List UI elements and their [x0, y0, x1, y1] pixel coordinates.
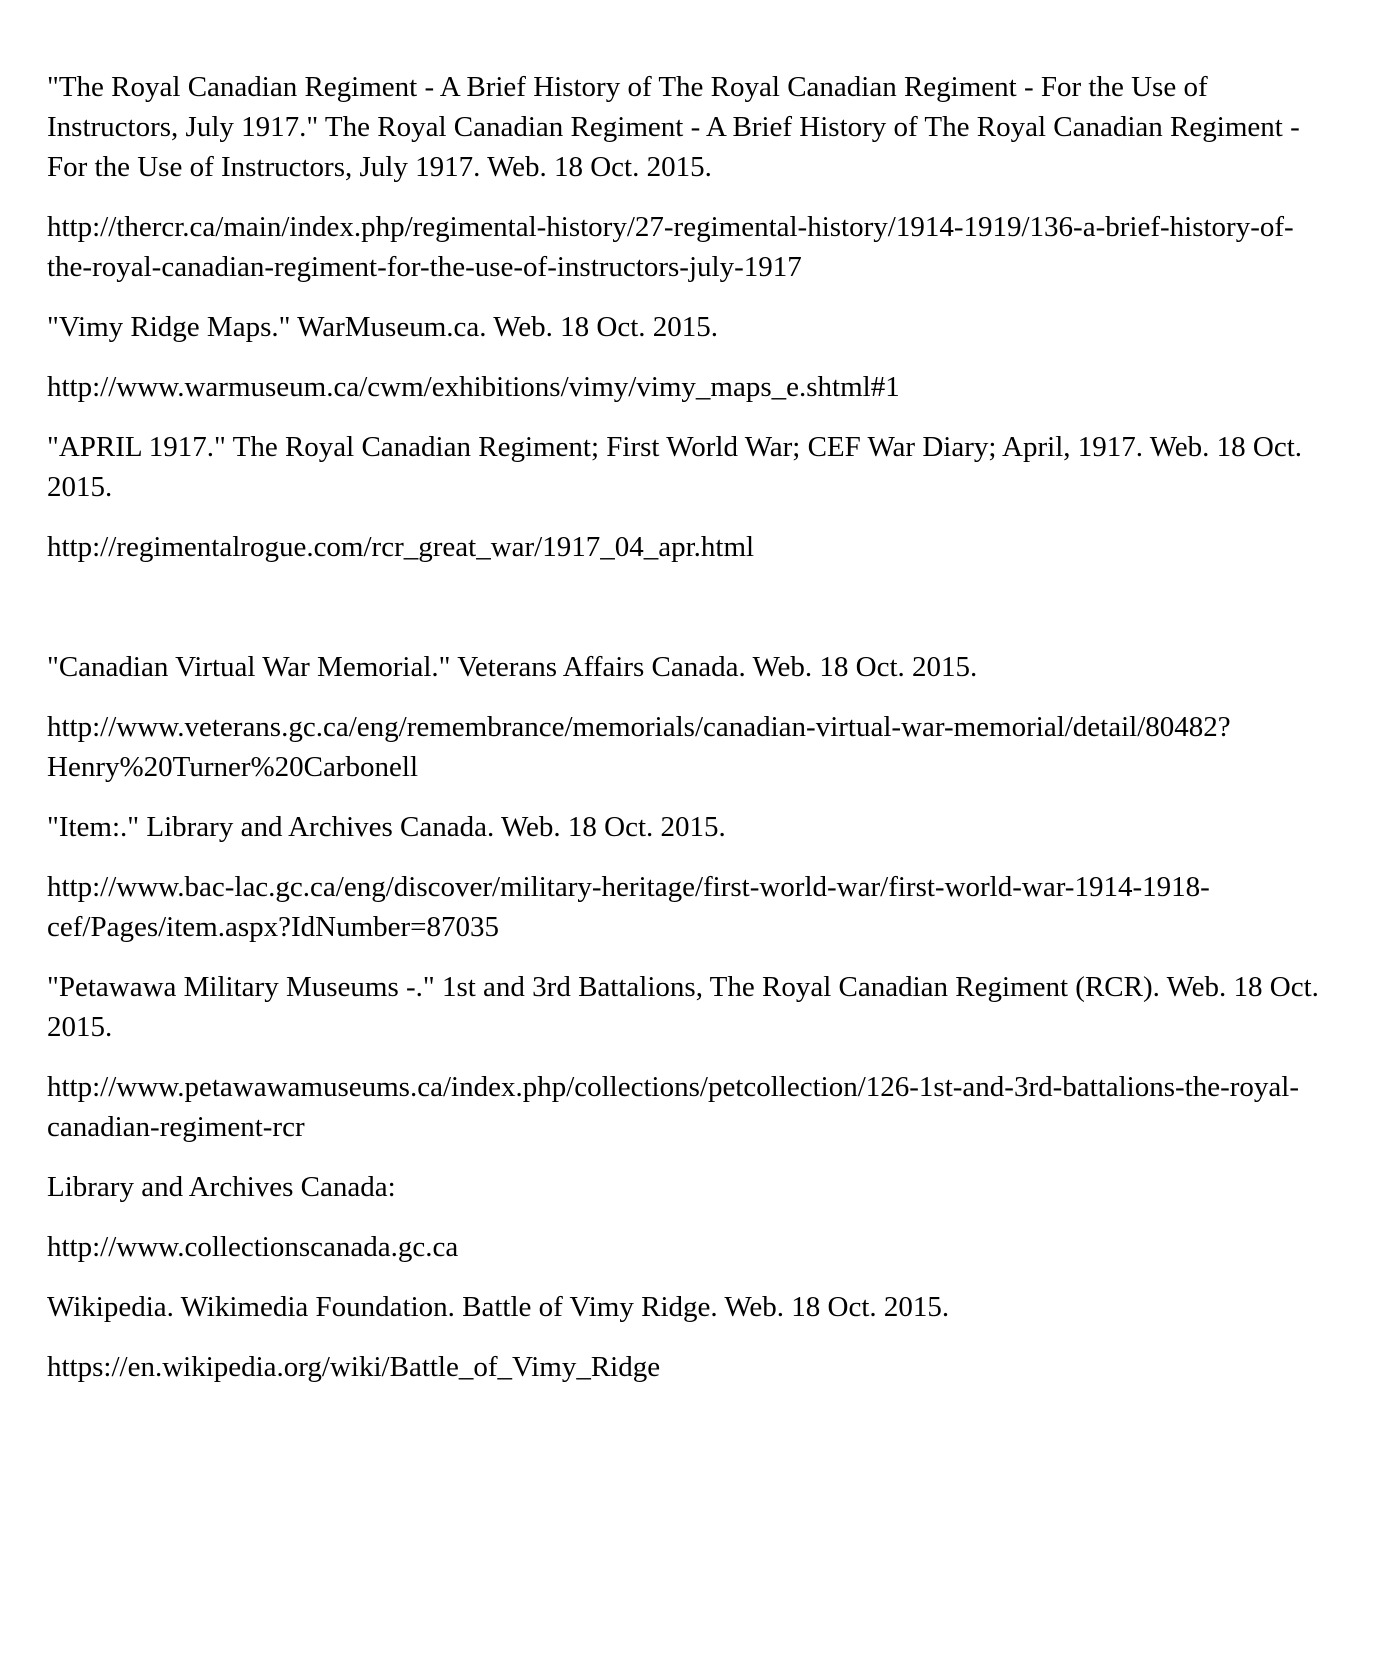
- citation-text: Library and Archives Canada:: [47, 1171, 396, 1203]
- citation-text: "Canadian Virtual War Memorial." Veterans Affairs Canada. Web. 18 Oct. 2015.: [47, 651, 978, 683]
- url-text: http://www.bac-lac.gc.ca/eng/discover/military-heritage/first-world-war/first-world-war-1914-1918-cef/Pages/item.aspx?IdNumber=87035: [47, 871, 1210, 943]
- citation-text: "Vimy Ridge Maps." WarMuseum.ca. Web. 18 Oct. 2015.: [47, 311, 719, 343]
- url-text: http://regimentalrogue.com/rcr_great_war/1917_04_apr.html: [47, 531, 755, 563]
- url-text: http://www.petawawamuseums.ca/index.php/collections/petcollection/126-1st-and-3rd-battalions-the-royal-canadian-regiment-rcr: [47, 1071, 1300, 1143]
- url-text: http://www.collectionscanada.gc.ca: [47, 1231, 459, 1263]
- citation-text: Wikipedia. Wikimedia Foundation. Battle of Vimy Ridge. Web. 18 Oct. 2015.: [47, 1291, 950, 1323]
- url-text: http://www.veterans.gc.ca/eng/remembrance/memorials/canadian-virtual-war-memorial/detail/80482?Henry%20Turner%20Carbonell: [47, 711, 1231, 783]
- url-text: http://thercr.ca/main/index.php/regimental-history/27-regimental-history/1914-1919/136-a-brief-history-of-the-royal-canadian-regiment-for-the-use-of-instructors-july-1917: [47, 211, 1294, 283]
- citation-text: "APRIL 1917." The Royal Canadian Regiment; First World War; CEF War Diary; April, 1917. Web. 18 Oct. 2015.: [47, 431, 1303, 503]
- empty-line: [47, 587, 1332, 627]
- url-text: https://en.wikipedia.org/wiki/Battle_of_Vimy_Ridge: [47, 1351, 661, 1383]
- citation-text: "Item:." Library and Archives Canada. Web. 18 Oct. 2015.: [47, 811, 726, 843]
- citation-text: "The Royal Canadian Regiment - A Brief History of The Royal Canadian Regiment - For the Use of Instructors, July 1917." The Royal Canadian Regiment - A Brief History of The Royal Canadian Regiment - For the Use of Instructors, July 1917. Web. 18 Oct. 2015.: [47, 71, 1300, 183]
- citation-text: "Petawawa Military Museums -." 1st and 3rd Battalions, The Royal Canadian Regiment (RCR). Web. 18 Oct. 2015.: [47, 971, 1319, 1043]
- url-text: http://www.warmuseum.ca/cwm/exhibitions/vimy/vimy_maps_e.shtml#1: [47, 371, 900, 403]
